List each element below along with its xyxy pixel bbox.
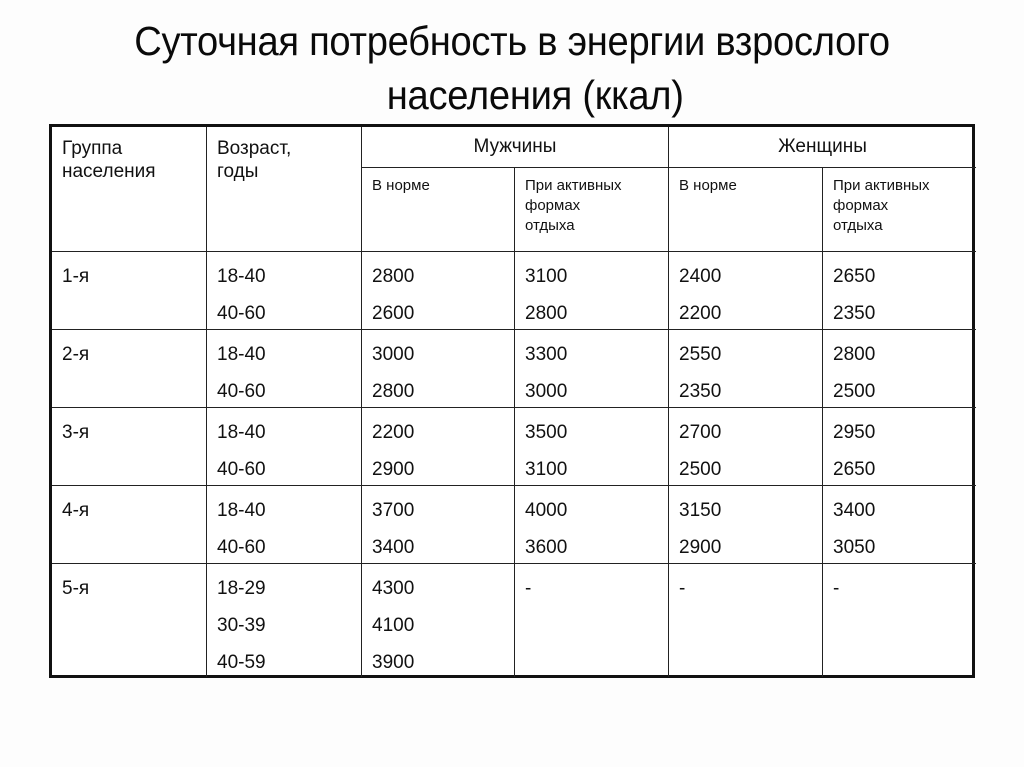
row-4-men-norm — [362, 486, 515, 564]
kcal-value: 2500 — [679, 459, 722, 480]
header-women-active — [823, 168, 976, 252]
row-3-men-norm — [362, 408, 515, 486]
row-1-men-norm — [362, 252, 515, 330]
kcal-value: 3500 — [525, 422, 568, 443]
header-age-line-2: годы — [217, 161, 259, 182]
kcal-value: 3400 — [372, 537, 415, 558]
row-5-ages — [207, 564, 362, 677]
kcal-value: 4100 — [372, 615, 415, 636]
header-men-active-line-3: отдыха — [525, 217, 575, 234]
age-value: 18-40 — [217, 344, 266, 365]
kcal-value: 3100 — [525, 266, 568, 287]
kcal-value: 2200 — [372, 422, 415, 443]
header-men: Мужчины — [362, 127, 669, 168]
row-5-group: 5-я — [52, 564, 207, 677]
kcal-value: 4300 — [372, 578, 415, 599]
row-5-women-norm — [669, 564, 823, 677]
row-4-ages — [207, 486, 362, 564]
kcal-value: 2950 — [833, 422, 876, 443]
row-1-group: 1-я — [52, 252, 207, 330]
row-4-women-norm — [669, 486, 823, 564]
header-men-norm: В норме — [362, 168, 515, 252]
row-1-ages — [207, 252, 362, 330]
header-women-active-line-3: отдыха — [833, 217, 883, 234]
kcal-value: 2550 — [679, 344, 722, 365]
kcal-value: - — [525, 578, 532, 599]
row-3-men-active — [515, 408, 669, 486]
row-1-men-active — [515, 252, 669, 330]
kcal-value: 2500 — [833, 381, 876, 402]
age-value: 18-40 — [217, 266, 266, 287]
row-2-men-norm — [362, 330, 515, 408]
kcal-value: 2800 — [525, 303, 568, 324]
kcal-value: 3150 — [679, 500, 722, 521]
kcal-value: 2400 — [679, 266, 722, 287]
kcal-value: 2350 — [833, 303, 876, 324]
header-women: Женщины — [669, 127, 976, 168]
row-5-men-active — [515, 564, 669, 677]
kcal-value: 3600 — [525, 537, 568, 558]
row-1-women-active — [823, 252, 976, 330]
age-value: 18-40 — [217, 422, 266, 443]
kcal-value: 2900 — [679, 537, 722, 558]
age-value: 40-60 — [217, 381, 266, 402]
row-2-group: 2-я — [52, 330, 207, 408]
row-2-women-norm — [669, 330, 823, 408]
age-value: 40-60 — [217, 459, 266, 480]
kcal-value: - — [679, 578, 686, 599]
kcal-value: 2800 — [372, 381, 415, 402]
age-value: 40-59 — [217, 652, 266, 673]
kcal-value: 3400 — [833, 500, 876, 521]
header-age-line-1: Возраст, — [217, 138, 292, 159]
header-age — [207, 127, 362, 252]
row-2-men-active — [515, 330, 669, 408]
kcal-value: 2200 — [679, 303, 722, 324]
slide-title-line-1: Суточная потребность в энергии взрослого — [134, 18, 890, 64]
kcal-value: 2650 — [833, 266, 876, 287]
kcal-value: 4000 — [525, 500, 568, 521]
slide-title-line-2: населения (ккал) — [386, 72, 684, 118]
row-5-men-norm — [362, 564, 515, 677]
header-group-line-2: населения — [62, 161, 156, 182]
kcal-value: 2900 — [372, 459, 415, 480]
kcal-value: 3900 — [372, 652, 415, 673]
kcal-value: 3000 — [372, 344, 415, 365]
energy-needs-table — [49, 124, 975, 678]
age-value: 40-60 — [217, 303, 266, 324]
kcal-value: 2350 — [679, 381, 722, 402]
header-women-active-line-2: формах — [833, 197, 889, 214]
kcal-value: 3050 — [833, 537, 876, 558]
row-2-women-active — [823, 330, 976, 408]
row-5-women-active — [823, 564, 976, 677]
kcal-value: 3700 — [372, 500, 415, 521]
slide-title — [36, 14, 988, 122]
age-value: 18-29 — [217, 578, 266, 599]
row-3-women-active — [823, 408, 976, 486]
header-women-norm: В норме — [669, 168, 823, 252]
kcal-value: - — [833, 578, 840, 599]
header-women-active-line-1: При активных — [833, 177, 930, 194]
row-3-ages — [207, 408, 362, 486]
header-group-line-1: Группа — [62, 138, 123, 159]
header-men-active-line-2: формах — [525, 197, 581, 214]
row-4-women-active — [823, 486, 976, 564]
row-4-men-active — [515, 486, 669, 564]
kcal-value: 2800 — [372, 266, 415, 287]
age-value: 40-60 — [217, 537, 266, 558]
kcal-value: 2650 — [833, 459, 876, 480]
kcal-value: 3300 — [525, 344, 568, 365]
kcal-value: 3100 — [525, 459, 568, 480]
row-1-women-norm — [669, 252, 823, 330]
age-value: 30-39 — [217, 615, 266, 636]
row-4-group: 4-я — [52, 486, 207, 564]
row-3-women-norm — [669, 408, 823, 486]
kcal-value: 2600 — [372, 303, 415, 324]
row-3-group: 3-я — [52, 408, 207, 486]
age-value: 18-40 — [217, 500, 266, 521]
kcal-value: 2700 — [679, 422, 722, 443]
header-men-active-line-1: При активных — [525, 177, 622, 194]
header-group — [52, 127, 207, 252]
kcal-value: 2800 — [833, 344, 876, 365]
row-2-ages — [207, 330, 362, 408]
kcal-value: 3000 — [525, 381, 568, 402]
header-men-active — [515, 168, 669, 252]
